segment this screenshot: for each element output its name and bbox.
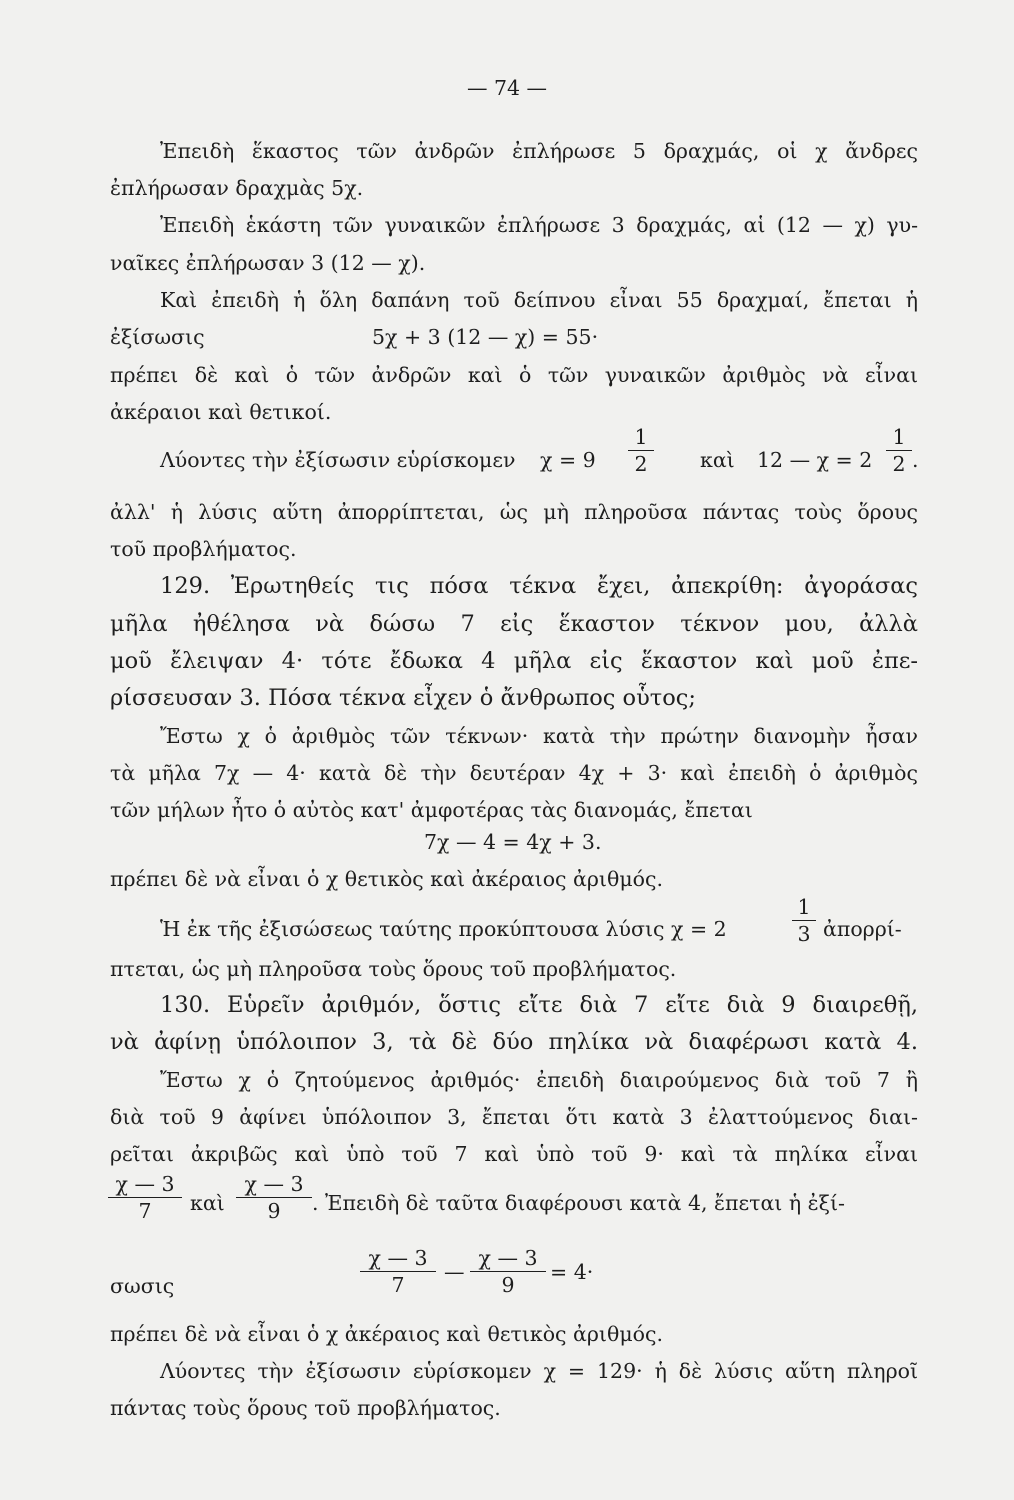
fraction-bar bbox=[360, 1271, 436, 1272]
fraction-x-minus-3-over-9 bbox=[236, 1172, 312, 1223]
fraction-numerator: χ — 3 bbox=[244, 1172, 304, 1196]
text-line: πρέπει δὲ καὶ ὁ τῶν ἀνδρῶν καὶ ὁ τῶν γυναικῶν ἀριθμὸς νὰ εἶναι bbox=[110, 363, 918, 387]
text-line: διὰ τοῦ 9 ἀφίνει ὑπόλοιπον 3, ἔπεται ὅτι κατὰ 3 ἐλαττούμενος διαι- bbox=[110, 1105, 918, 1129]
fraction-bar bbox=[792, 920, 816, 921]
text-line: ἀλλ' ἡ λύσις αὕτη ἀπορρίπτεται, ὡς μὴ πληροῦσα πάντας τοὺς ὅρους bbox=[110, 500, 918, 524]
page-number: — 74 — bbox=[466, 76, 548, 100]
fraction-one-half bbox=[886, 425, 912, 476]
text-line: Ἐπειδὴ ἕκαστος τῶν ἀνδρῶν ἐπλήρωσε 5 δραχμάς, οἱ χ ἄνδρες bbox=[160, 139, 918, 163]
fraction-numerator: 1 bbox=[634, 425, 648, 449]
fraction-bar bbox=[470, 1271, 546, 1272]
equation: 5χ + 3 (12 — χ) = 55· bbox=[372, 325, 599, 349]
text-line: πάντας τοὺς ὅρους τοῦ προβλήματος. bbox=[110, 1396, 501, 1420]
text-line: Ἔστω χ ὁ ἀριθμὸς τῶν τέκνων· κατὰ τὴν πρώτην διανομὴν ἦσαν bbox=[160, 724, 918, 748]
fraction-x-minus-3-over-7 bbox=[108, 1172, 182, 1223]
fraction-denominator: 2 bbox=[892, 452, 906, 476]
fraction-denominator: 2 bbox=[634, 452, 648, 476]
text-line: 129. Ἐρωτηθείς τις πόσα τέκνα ἔχει, ἀπεκρίθη: ἀγοράσας bbox=[160, 573, 918, 599]
fraction-numerator: 1 bbox=[797, 895, 811, 919]
text-line: ρίσσευσαν 3. Πόσα τέκνα εἶχεν ὁ ἄνθρωπος οὗτος; bbox=[110, 685, 696, 711]
text-line: Ἐπειδὴ ἑκάστη τῶν γυναικῶν ἐπλήρωσε 3 δραχμάς, αἱ (12 — χ) γυ- bbox=[160, 213, 918, 237]
text-word: καὶ bbox=[190, 1191, 225, 1215]
text-line: ναῖκες ἐπλήρωσαν 3 (12 — χ). bbox=[110, 251, 426, 275]
fraction-denominator: 3 bbox=[797, 922, 811, 946]
text-line: ἐπλήρωσαν δραχμὰς 5χ. bbox=[110, 176, 364, 200]
equation: χ = 9 bbox=[540, 448, 596, 472]
fraction-x-minus-3-over-9 bbox=[470, 1246, 546, 1297]
text-word: σωσις bbox=[110, 1274, 175, 1298]
text-line: ρεῖται ἀκριβῶς καὶ ὑπὸ τοῦ 7 καὶ ὑπὸ τοῦ 9· καὶ τὰ πηλίκα εἶναι bbox=[110, 1142, 918, 1166]
fraction-bar bbox=[108, 1197, 182, 1198]
fraction-denominator: 9 bbox=[267, 1199, 281, 1223]
fraction-numerator: 1 bbox=[892, 425, 906, 449]
text-line: . Ἐπειδὴ δὲ ταῦτα διαφέρουσι κατὰ 4, ἔπεται ἡ ἐξί- bbox=[312, 1191, 845, 1215]
equation: = 4· bbox=[550, 1260, 594, 1284]
text-line: τοῦ προβλήματος. bbox=[110, 537, 297, 561]
text-line: Καὶ ἐπειδὴ ἡ ὅλη δαπάνη τοῦ δείπνου εἶναι 55 δραχμαί, ἔπεται ἡ bbox=[160, 288, 918, 312]
fraction-one-half bbox=[628, 425, 654, 476]
text-line: ἀκέραιοι καὶ θετικοί. bbox=[110, 400, 332, 424]
fraction-denominator: 9 bbox=[501, 1273, 515, 1297]
fraction-x-minus-3-over-7 bbox=[360, 1246, 436, 1297]
fraction-denominator: 7 bbox=[391, 1273, 405, 1297]
text-line: νὰ ἀφίνῃ ὑπόλοιπον 3, τὰ δὲ δύο πηλίκα νὰ διαφέρωσι κατὰ 4. bbox=[110, 1029, 918, 1055]
text-line: τὰ μῆλα 7χ — 4· κατὰ δὲ τὴν δευτέραν 4χ + 3· καὶ ἐπειδὴ ὁ ἀριθμὸς bbox=[110, 761, 918, 785]
text-line: πρέπει δὲ νὰ εἶναι ὁ χ θετικὸς καὶ ἀκέραιος ἀριθμός. bbox=[110, 867, 663, 891]
punctuation: . bbox=[912, 448, 919, 472]
text-word: ἀπορρί- bbox=[823, 917, 902, 941]
equation: 7χ — 4 = 4χ + 3. bbox=[424, 830, 602, 854]
fraction-numerator: χ — 3 bbox=[478, 1246, 538, 1270]
text-line: μῆλα ἠθέλησα νὰ δώσω 7 εἰς ἕκαστον τέκνον μου, ἀλλὰ bbox=[110, 611, 918, 637]
text-line: πρέπει δὲ νὰ εἶναι ὁ χ ἀκέραιος καὶ θετικὸς ἀριθμός. bbox=[110, 1322, 663, 1346]
fraction-bar bbox=[628, 450, 654, 451]
text-line: τῶν μήλων ἦτο ὁ αὐτὸς κατ' ἀμφοτέρας τὰς διανομάς, ἔπεται bbox=[110, 798, 753, 822]
text-line: ἐξίσωσις bbox=[110, 325, 205, 349]
fraction-numerator: χ — 3 bbox=[115, 1172, 175, 1196]
equation: 12 — χ = 2 bbox=[757, 448, 873, 472]
fraction-denominator: 7 bbox=[138, 1199, 152, 1223]
text-word: καὶ bbox=[700, 448, 735, 472]
text-line: Ἔστω χ ὁ ζητούμενος ἀριθμός· ἐπειδὴ διαιρούμενος διὰ τοῦ 7 ἢ bbox=[160, 1068, 918, 1092]
fraction-bar bbox=[236, 1197, 312, 1198]
text-line: Λύοντες τὴν ἐξίσωσιν εὑρίσκομεν bbox=[160, 448, 516, 472]
fraction-numerator: χ — 3 bbox=[368, 1246, 428, 1270]
fraction-bar bbox=[886, 450, 912, 451]
text-line: 130. Εὑρεῖν ἀριθμόν, ὅστις εἴτε διὰ 7 εἴτε διὰ 9 διαιρεθῇ, bbox=[160, 992, 918, 1018]
text-line: Ἡ ἐκ τῆς ἐξισώσεως ταύτης προκύπτουσα λύσις χ = 2 bbox=[160, 917, 727, 941]
minus-sign: — bbox=[444, 1260, 465, 1284]
text-line: πτεται, ὡς μὴ πληροῦσα τοὺς ὅρους τοῦ προβλήματος. bbox=[110, 957, 677, 981]
text-line: μοῦ ἔλειψαν 4· τότε ἔδωκα 4 μῆλα εἰς ἕκαστον καὶ μοῦ ἐπε- bbox=[110, 648, 918, 674]
fraction-one-third bbox=[792, 895, 816, 946]
text-line: Λύοντες τὴν ἐξίσωσιν εὑρίσκομεν χ = 129· ἡ δὲ λύσις αὕτη πληροῖ bbox=[160, 1359, 918, 1383]
